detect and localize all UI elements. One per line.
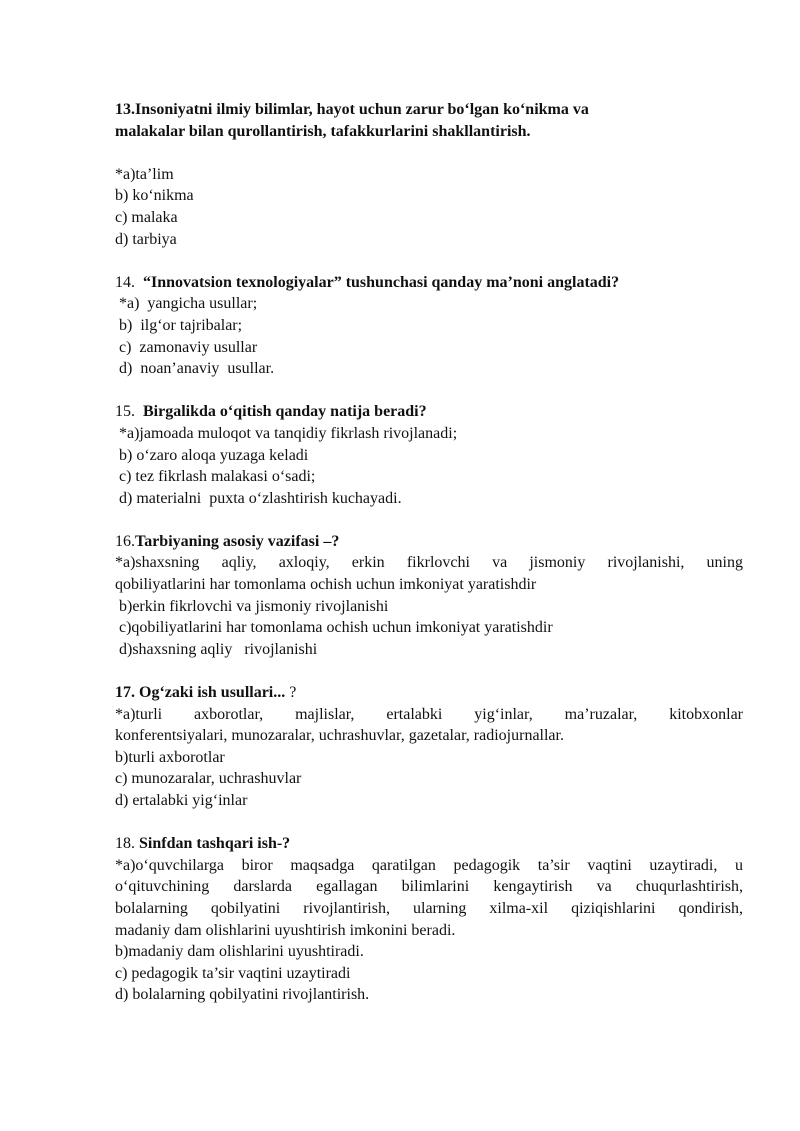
question-17-option-d: d) ertalabki yig‘inlar bbox=[115, 792, 248, 809]
question-15-option-b: b) o‘zaro aloqa yuzaga keladi bbox=[115, 446, 309, 464]
question-17-title bbox=[115, 682, 743, 704]
question-16-text: Tarbiyaning asosiy vazifasi –? bbox=[135, 532, 340, 550]
question-18-option-b: b)madaniy dam olishlarini uyushtiradi. bbox=[115, 943, 364, 961]
question-16 bbox=[115, 531, 743, 661]
question-15 bbox=[115, 401, 743, 509]
question-17-text: Og‘zaki ish usullari... bbox=[139, 684, 286, 702]
question-15-option-a: *a)jamoada muloqot va tanqidiy fikrlash rivojlanadi; bbox=[115, 424, 458, 442]
question-13-option-b: b) ko‘nikma bbox=[115, 187, 194, 205]
question-14-text: “Innovatsion texnologiyalar” tushunchasi qanday ma’noni anglatadi? bbox=[143, 273, 620, 291]
question-17-option-a-line1: *a)turli axborotlar, majlislar, ertalabki yig‘inlar, ma’ruzalar, kitobxonlar bbox=[115, 705, 743, 723]
question-18 bbox=[115, 833, 743, 1006]
question-16-option-b: b)erkin fikrlovchi va jismoniy rivojlanishi bbox=[115, 597, 389, 615]
question-14-title bbox=[115, 272, 743, 294]
question-17-option-a-line2: konferentsiyalari, munozaralar, uchrashuvlar, gazetalar, radiojurnallar. bbox=[115, 727, 564, 745]
question-15-title bbox=[115, 401, 743, 423]
question-13-option-a: *a)ta’lim bbox=[115, 165, 174, 183]
question-18-option-c: c) pedagogik ta’sir vaqtini uzaytiradi bbox=[115, 964, 351, 982]
question-13-option-d: d) tarbiya bbox=[115, 230, 177, 248]
question-18-option-a-line2: o‘qituvchining darslarda egallagan bilimlarini kengaytirish va chuqurlashtirish, bbox=[115, 878, 743, 896]
question-18-option-a-line1: *a)o‘quvchilarga biror maqsadga qaratilgan pedagogik ta’sir vaqtini uzaytiradi, u bbox=[115, 856, 743, 874]
question-18-option-a-line4: madaniy dam olishlarini uyushtirish imkonini beradi. bbox=[115, 921, 456, 939]
question-13-option-c: c) malaka bbox=[115, 208, 178, 226]
question-18-text: Sinfdan tashqari ish-? bbox=[139, 835, 291, 853]
question-16-option-a-line1: *a)shaxsning aqliy, axloqiy, erkin fikrlovchi va jismoniy rivojlanishi, uning bbox=[115, 554, 743, 572]
question-14-number: 14. bbox=[115, 273, 135, 291]
question-18-title bbox=[115, 833, 743, 855]
question-14-option-d: d) noan’anaviy usullar. bbox=[115, 360, 275, 378]
question-13-title-line1: 13.Insoniyatni ilmiy bilimlar, hayot uchun zarur bo‘lgan ko‘nikma va bbox=[115, 101, 589, 118]
question-14-option-b: b) ilg‘or tajribalar; bbox=[115, 316, 243, 334]
question-17 bbox=[115, 682, 743, 812]
question-13-title-line2: malakalar bilan qurollantirish, tafakkurlarini shakllantirish. bbox=[115, 122, 531, 140]
question-14 bbox=[115, 272, 743, 380]
question-17-number: 17. bbox=[115, 684, 135, 702]
question-15-option-d: d) materialni puxta o‘zlashtirish kuchayadi. bbox=[115, 489, 402, 507]
question-15-option-c: c) tez fikrlash malakasi o‘sadi; bbox=[115, 468, 316, 486]
question-14-option-a: *a) yangicha usullar; bbox=[115, 295, 258, 313]
question-18-option-d: d) bolalarning qobilyatini rivojlantirish. bbox=[115, 986, 370, 1004]
question-16-option-a-line2: qobiliyatlarini har tomonlama ochish uchun imkoniyat yaratishdir bbox=[115, 576, 537, 594]
question-16-option-c: c)qobiliyatlarini har tomonlama ochish uchun imkoniyat yaratishdir bbox=[115, 619, 553, 637]
question-18-number: 18. bbox=[115, 835, 135, 853]
question-18-option-a-line3: bolalarning qobilyatini rivojlantirish, ularning xilma-xil qiziqishlarini qondirish, bbox=[115, 899, 743, 917]
document-content bbox=[115, 99, 743, 1028]
question-15-number: 15. bbox=[115, 403, 135, 421]
question-16-number: 16. bbox=[115, 532, 135, 550]
question-17-suffix: ? bbox=[285, 684, 297, 702]
question-17-option-c: c) munozaralar, uchrashuvlar bbox=[115, 770, 302, 788]
question-15-text: Birgalikda o‘qitish qanday natija beradi? bbox=[143, 403, 427, 421]
question-16-option-d: d)shaxsning aqliy rivojlanishi bbox=[115, 640, 318, 658]
question-17-option-b: b)turli axborotlar bbox=[115, 748, 225, 766]
question-13 bbox=[115, 99, 743, 250]
question-14-option-c: c) zamonaviy usullar bbox=[115, 338, 258, 356]
question-16-title bbox=[115, 531, 743, 553]
